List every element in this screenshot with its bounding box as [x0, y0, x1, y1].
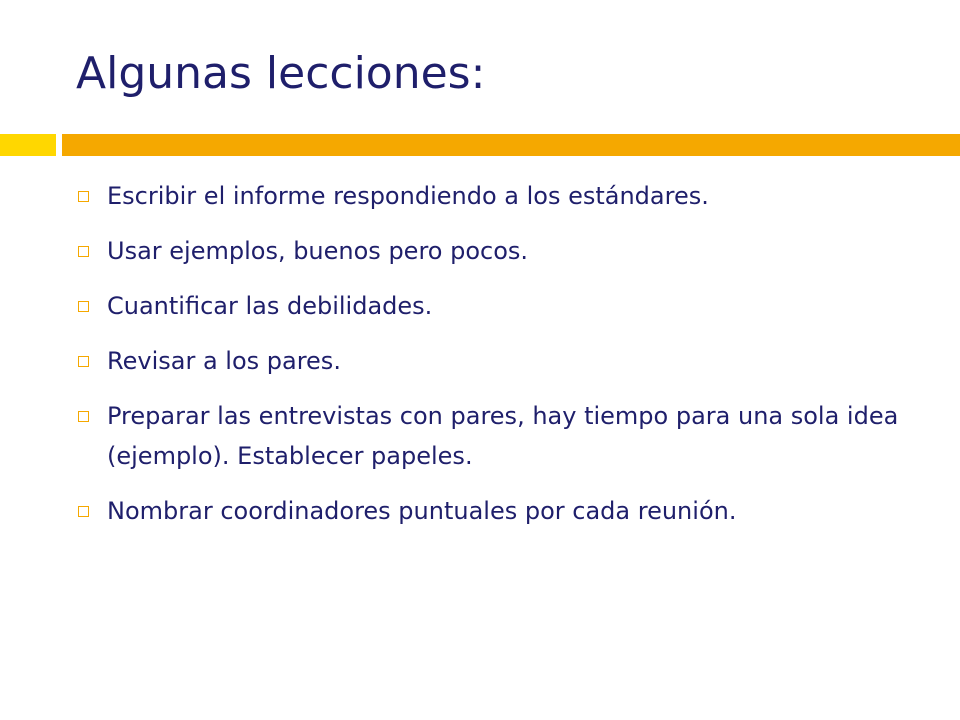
hollow-square-bullet-icon: [78, 301, 89, 312]
bullet-text: Preparar las entrevistas con pares, hay tiempo para una sola idea (ejemplo). Establecer papeles.: [107, 402, 899, 470]
bullet-text: Revisar a los pares.: [107, 347, 341, 375]
bullet-text: Usar ejemplos, buenos pero pocos.: [107, 237, 529, 265]
hollow-square-bullet-icon: [78, 411, 89, 422]
bullet-list: [76, 176, 916, 546]
hollow-square-bullet-icon: [78, 506, 89, 517]
bullet-item: [76, 491, 916, 531]
bullet-text: Escribir el informe respondiendo a los estándares.: [107, 182, 709, 210]
bullet-item: [76, 396, 916, 476]
hollow-square-bullet-icon: [78, 356, 89, 367]
bullet-item: [76, 341, 916, 381]
bullet-text: Nombrar coordinadores puntuales por cada reunión.: [107, 497, 737, 525]
bullet-item: [76, 176, 916, 216]
bullet-item: [76, 231, 916, 271]
bullet-item: [76, 286, 916, 326]
hollow-square-bullet-icon: [78, 191, 89, 202]
accent-bar-right: [62, 134, 960, 156]
slide-title: Algunas lecciones:: [76, 48, 486, 99]
hollow-square-bullet-icon: [78, 246, 89, 257]
accent-bar-left: [0, 134, 56, 156]
bullet-text: Cuantificar las debilidades.: [107, 292, 433, 320]
